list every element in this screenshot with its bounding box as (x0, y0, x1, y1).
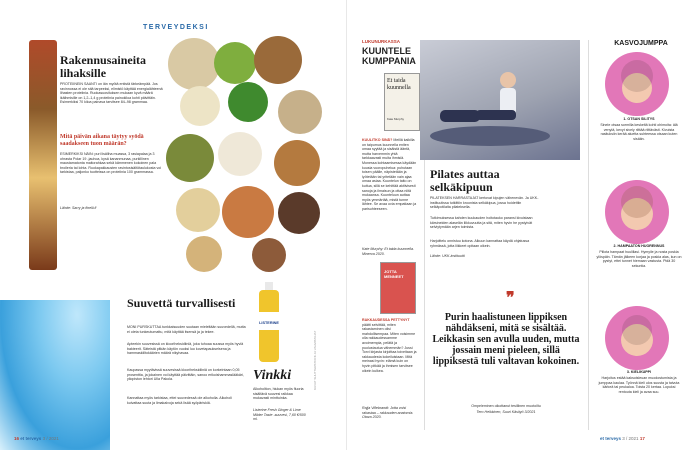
section-label: TERVEYDEKSI (143, 24, 209, 31)
bottle-label: LISTERINE (259, 321, 279, 325)
review-2-body: päätti selvittää, miten rakastaminen olisi mahdollisempaa. Miten voisimme olla rakkaudessamme avoimempia, pelätä ja puolustautua vähemmän? Jussi Torvi kirjasta kirjoittaa toiveitaan ja rakkaudesta kokeiluistaan. Mitä meinasi hyvin: elämä kuin on hyvin pitkää ja ihmisen tarvitsee oikein kulkea. (362, 322, 417, 373)
exercise-3-title: 3. KIELIKUPPI (626, 370, 652, 374)
book-cover-1 (384, 73, 420, 131)
footer-issue-left: 3 / 2021 (42, 436, 59, 441)
pilates-title: Pilates auttaa selkäkipuun (430, 167, 500, 194)
quote-author: Tero Heikkinen, Suuri Käsityö 3/2021 (476, 410, 536, 414)
exercise-2-title: 2. HAMPAATON HUORENNUS (613, 244, 665, 248)
review-2-lead: RAKKAUDESSA PETTYNYT (362, 318, 410, 322)
footer-magazine-right: et terveys (600, 436, 622, 441)
book-2-title: JOTTA MENNEET (384, 269, 404, 279)
reading-label: LUKUNURKASSA (362, 39, 400, 44)
pilates-body-1: PILATEKSEN HARRASTAJAT kertovat kipujen vähenevän. Ja UKK-instituutissa tutkittiin kroonista selkäkipua, jossa hoidettiin selkäpotilaita pilateksella. (430, 196, 539, 210)
footer-page-number-left: 16 (14, 436, 20, 441)
quote-source: Ompeleminen oikottanut tesillinen muotoiltu (471, 404, 541, 408)
protein-example: ESIMERKIKSI NÄIN: puri lisäliha muassa, 3 rasiapalaa ja 3 ohrasta Polar 19 -jauhoa, kysä kananmunaa, purkillinen maustamatonta maitorahkaa sekä kämmenen kokoinen pala broileria tai lohta. Ruokapakkausten ravintosisältötaulukosta voi tarkistaa, paljonko tuotteissa on proteiinia 100 grammassa. (60, 152, 162, 175)
exercise-2-image (605, 180, 669, 244)
book-1-title: Et taida kuunnella (387, 78, 411, 91)
exercise-2-body: Piilota hampaat huulillasi. Hymyile ja nosta poskia ylöspäin. Tämän jälkeen korjaa ja poskia alas, kun on pystyt, ettei tunnet hiemaan vastusta. Pidä 30 sekuntia. (596, 250, 682, 268)
vinkki-product: Listerine Fresh Ginger & Lime Milder Taste -suuvesi, 7,60 €/500 ml. (253, 408, 306, 422)
book-cover-2 (380, 262, 416, 314)
exercise-1-body: Sinele otsaa sormilla keskeltä kohti ohimoita: älä venytä, kevyt sively riittää riittävästi. Kivuista rasituksiin kerää aluetta suhteessa otsaan kuten sisään. (600, 123, 678, 141)
protein-body: PROTEIINEIN SAANTI on iän myötä entistä tärkeämpää. Jos ravinnossa ei ole sitä tarpeeksi, elimistö käyttää energialähteenä lihasten proteiinia. Ruokasuosituksen mukaan kyvä määrä ikäihmisille on 1,2–1,4 g proteiinia painokiloa kohti päivittäin. Esimerkiksi 70 kiloa painava tarvitsee 84–98 grammaa. (60, 82, 163, 105)
footer-magazine-left: et terveys (20, 436, 42, 441)
mouthwash-title: Suuvettä turvallisesti (127, 296, 236, 310)
mouthwash-body-4: Kannattaa myös tarkistaa, ettei suuvedessä ole alkoholia. Alkoholi kuivattaa suuta ja limakalvoja sekä lisää syöpäriskiä. (127, 396, 232, 405)
reading-title: KUUNTELE KUMPPANIA (362, 46, 416, 66)
review-2-source: Rajja Villebrandt: Jotta voisi rakastaa – rakkauden anatomia. Otava 2020. (362, 406, 414, 420)
exercise-1-title: 1. OTSAN SILITYS (623, 117, 655, 121)
book-1-author: Kate Murphy (387, 117, 405, 121)
protein-foods-image (166, 40, 326, 270)
vinkki-body: Alkoholiton, hiukan myös fluoria sisältävä suuvesi raikkaa mukavasti minttuinka. (253, 387, 304, 401)
water-splash-image (0, 300, 110, 450)
review-1-source: Kate Murphy: Et taida kuunnella. Minerva 2020. (362, 247, 414, 256)
photo-credit: KUVAT SHUTTERSTOCK JA VALMISTAJAT (313, 330, 317, 390)
footer-issue-right: 3 / 2021 (622, 436, 639, 441)
pilates-photo (420, 40, 580, 160)
review-1-lead: KUULITKO SINÄ? (362, 138, 393, 142)
mouthwash-body-3: Kaupassa myytävissä suuvesissä klooriheksidiiniä on korkeintaan 0,05 prosenttia, ja jokainen voi käyttää päivittäin, sanoo erikoishammaslääkäri, yliopiston lehtori Ulla Pakola. (127, 368, 244, 382)
exercise-3-image (605, 306, 669, 370)
exercise-1-image (605, 52, 669, 116)
vinkki-title: Vinkki (253, 368, 292, 383)
mouthwash-body-1: MONI PURSKUTTAA tunkkaisuuden suutaan mieleltään suuvedellä, mutta ei oleta tunkeutumattu, mitä käyttää itsensä ja ja tekee. (127, 325, 246, 334)
protein-subhead: Mitä päivän aikana täytyy syödä saadakseen tuon määrän? (60, 134, 144, 147)
quote-text: Purin haalistuneen lippiksen nähdäkseni, mitä se sisältää. Leikkasin sen avulla uuden, mutta jossain meni pieleen, sillä lippiksestä tuli valtavan kokoinen. (432, 312, 580, 367)
food-strip-image (29, 40, 57, 270)
protein-title: Rakennusaineita lihaksille (60, 53, 147, 80)
pilates-body-2: Tutkimuksessa kahden kuukauden hoitotauko paransi kivuistaan kärsineiden alaselän liikkuvuutta ja sitä, miten hyvin he pystyivät selviytymään arjen toimista. (430, 216, 533, 230)
pilates-body-3: Harjoittelu onnistuu kotona. Alkuun kannattaa käydä ohjatussa ryhmässä, jotta liikkeet opitaan oikein. (430, 239, 530, 248)
protein-source: Lähde: Sarry ja finelli.fi (60, 206, 97, 210)
exercise-3-body: Harjoitus estää kaksoisleuan muodostumista ja jumppaa kaulaa. Työnnä kieli ulos suusta ja taivuta kärkeä tai peukaloa. Toista 20 kertaa. Lopuksi rentouta kieli ja avaa suu. (598, 376, 680, 394)
exercise-title: KASVOJUMPPA (614, 40, 668, 47)
sidebar-divider (588, 40, 589, 430)
quote-mark-icon: ❞ (506, 290, 515, 307)
page-spine (346, 0, 347, 450)
footer-page-number-right: 17 (639, 436, 645, 441)
mouthwash-body-2: Apteekin suuvesissä on klooriheksidiiniä, joka tuhoaa suussa myös hyviä bakteerit. Säteistä pitkän käytön vuoksi luo kovetapaukselsena ja hammaskiiltokäärien määrä nikyhavaa. (127, 342, 244, 356)
review-1-body: Meillä kaikilla on taipumus kuunnella eniten omaa syytää ja sisäistä ääntä, mutta harvemmin yhtä tarkkaavasti muita ihmisiä. Monessa kohtaamisessa käydään kuusia vuoropuhelua: puhutaan toisen päälle, näpistetään ja lyötetään tai yritetään vain ajaa omaa asiaa. Kuuntelun taito on kuitua, sillä se kehittää aktiivisesti sanoja ja ilmaisun ja ottaa niitä mukaansa. Kuunteluun auttaa myös ymmärtää, mistä tunne lähtee. Se avaa ovia empatiaan ja parisuhteeseen. (362, 138, 417, 211)
mouthwash-bottle-image (254, 282, 284, 362)
pilates-source: Lähde: UKK-instituutti (430, 254, 465, 258)
